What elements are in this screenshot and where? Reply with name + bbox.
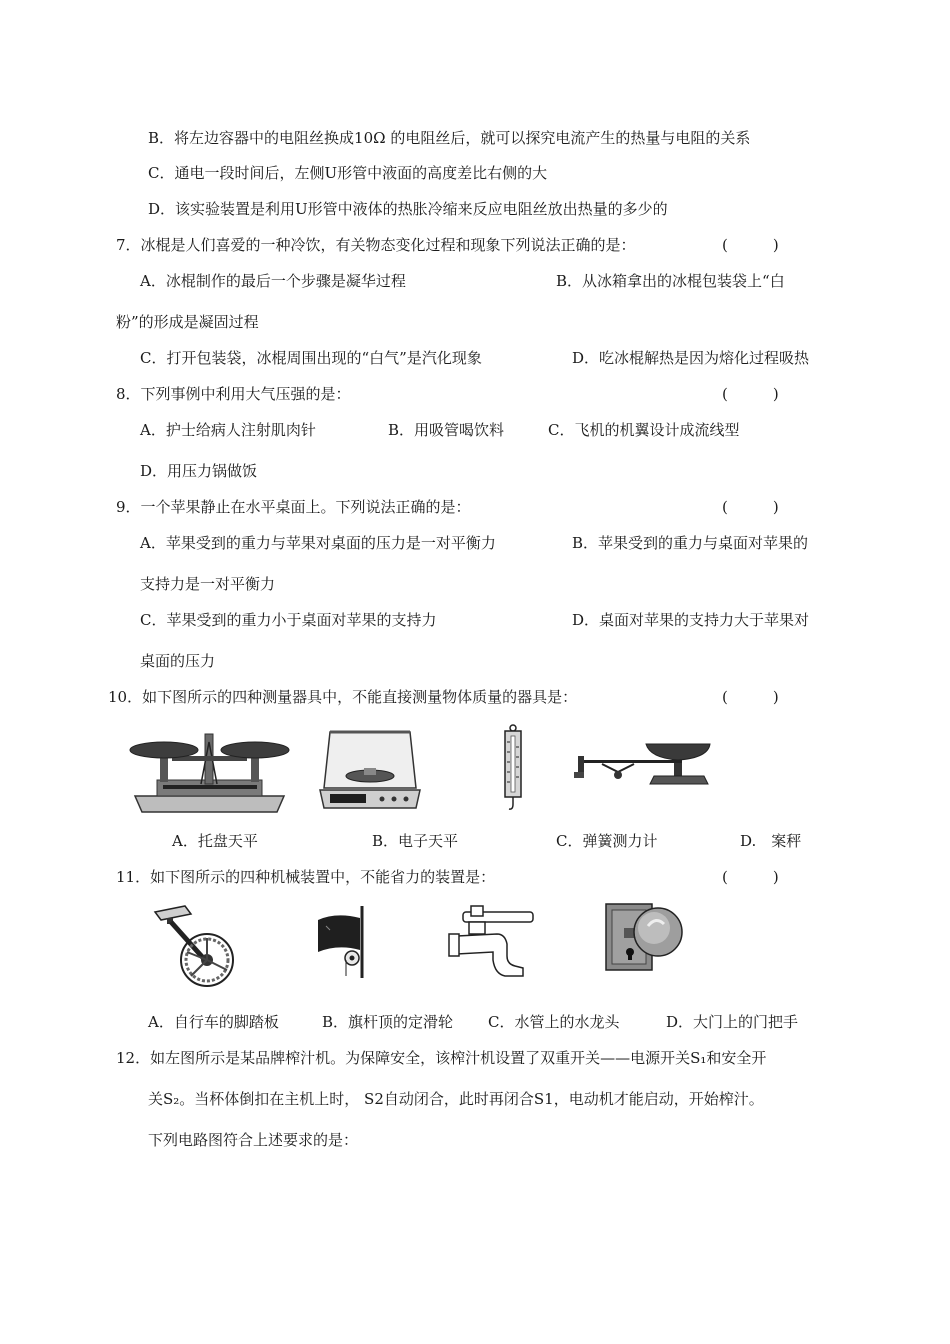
q7-stem: 7．冰棍是人们喜爱的一种冷饮，有关物态变化过程和现象下列说法正确的是： [116,236,636,254]
q9-option-a: A．苹果受到的重力与苹果对桌面的压力是一对平衡力 [140,534,496,552]
q12-stem-line2: 关S₂。当杯体倒扣在主机上时， S2自动闭合，此时再闭合S1，电动机才能启动，开始榨汁。 [148,1090,764,1108]
q9-option-d-line2: 桌面的压力 [140,652,216,670]
q10-stem: 10．如下图所示的四种测量器具中，不能直接测量物体质量的器具是： [108,688,578,706]
q10-answer-paren: ( ) [722,688,779,706]
q6-option-c: C．通电一段时间后，左侧U形管中液面的高度差比右侧的大 [148,164,548,182]
q8-option-c: C．飞机的机翼设计成流线型 [548,421,740,439]
q10-label-c: C．弹簧测力计 [556,832,658,850]
q7-answer-paren: ( ) [722,236,779,254]
q10-label-b: B．电子天平 [372,832,459,850]
q9-option-b-line1: B．苹果受到的重力与桌面对苹果的 [572,534,809,552]
q11-stem: 11．如下图所示的四种机械装置中，不能省力的装置是： [116,868,496,886]
q7-option-a: A．冰棍制作的最后一个步骤是凝华过程 [140,272,406,290]
q9-answer-paren: ( ) [722,498,779,516]
q8-option-a: A．护士给病人注射肌肉针 [140,421,316,439]
q11-label-d: D．大门上的门把手 [666,1013,799,1031]
q7-option-b-line2: 粉”的形成是凝固过程 [116,313,259,331]
flagpole-pulley-image [316,906,372,978]
q11-label-a: A．自行车的脚踏板 [148,1013,279,1031]
q9-stem: 9．一个苹果静止在水平桌面上。下列说法正确的是： [116,498,471,516]
q11-label-b: B．旗杆顶的定滑轮 [322,1013,454,1031]
q7-option-c: C．打开包装袋，冰棍周围出现的“白气”是汽化现象 [140,349,482,367]
q7-option-d: D．吃冰棍解热是因为熔化过程吸热 [572,349,810,367]
q10-label-a: A．托盘天平 [172,832,258,850]
q10-label-d: D. 案秤 [740,832,802,850]
bicycle-pedal-image [147,898,243,990]
platform-scale-image [574,742,714,788]
q8-option-d: D．用压力锅做饭 [140,462,258,480]
q8-stem: 8．下列事例中利用大气压强的是： [116,385,351,403]
q9-option-b-line2: 支持力是一对平衡力 [140,575,276,593]
electronic-balance-image [316,724,424,812]
q6-option-b: B．将左边容器中的电阻丝换成10Ω 的电阻丝后，就可以探究电流产生的热量与电阻的关系 [148,129,751,147]
q11-answer-paren: ( ) [722,868,779,886]
tray-balance-image [127,722,292,814]
spring-scale-image [500,724,526,812]
q9-option-c: C．苹果受到的重力小于桌面对苹果的支持力 [140,611,437,629]
q6-option-d: D．该实验装置是利用U形管中液体的热胀冷缩来反应电阻丝放出热量的多少的 [148,200,668,218]
q9-option-d-line1: D．桌面对苹果的支持力大于苹果对 [572,611,810,629]
q7-option-b-line1: B．从冰箱拿出的冰棍包装袋上“白 [556,272,785,290]
q8-answer-paren: ( ) [722,385,779,403]
q12-stem-line1: 12．如左图所示是某品牌榨汁机。为保障安全，该榨汁机设置了双重开关——电源开关S₁和安全开 [116,1049,767,1067]
door-handle-image [604,902,686,972]
q8-option-b: B．用吸管喝饮料 [388,421,505,439]
q11-label-c: C．水管上的水龙头 [488,1013,620,1031]
q12-stem-line3: 下列电路图符合上述要求的是： [148,1131,359,1149]
water-faucet-image [447,904,535,978]
